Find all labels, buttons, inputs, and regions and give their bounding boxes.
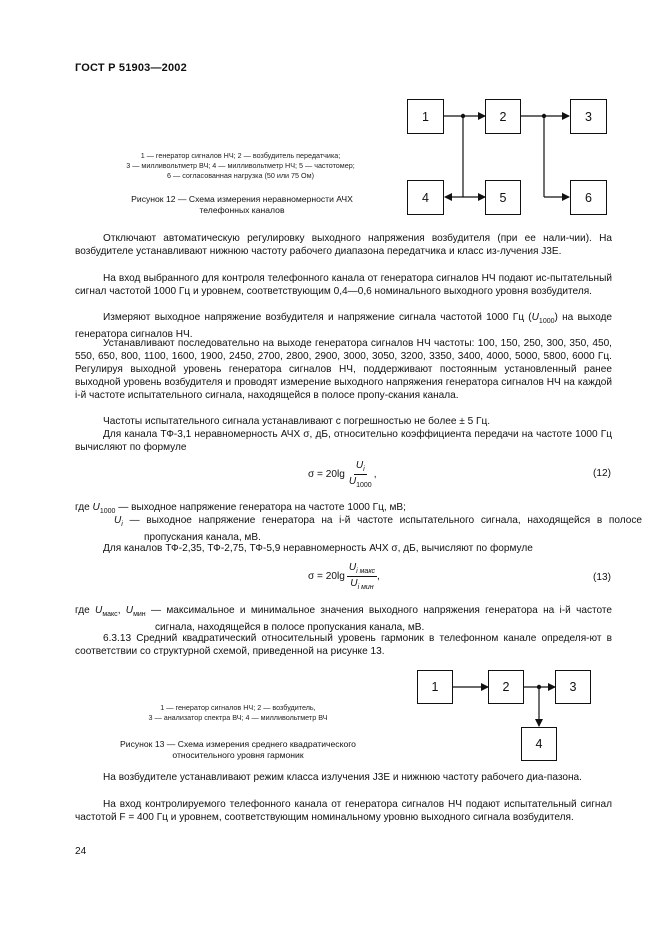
legend-line: 1 — генератор сигналов НЧ; 2 — возбудитель, bbox=[160, 703, 316, 712]
paragraph: На возбудителе устанавливают режим класса излучения J3E и нижнюю частоту рабочего диа-пазона. bbox=[103, 772, 582, 783]
fig13-block-2: 2 bbox=[488, 670, 524, 704]
fig13-block-3: 3 bbox=[555, 670, 591, 704]
fig13-block-4: 4 bbox=[521, 727, 557, 761]
legend-line: 6 — согласованная нагрузка (50 или 75 Ом) bbox=[167, 171, 314, 180]
paragraph: Отключают автоматическую регулировку выходного напряжения возбудителя (при ее нали-чии). На возбудителе устанавливают нижнюю частоту рабочего диапазона передатчика и класс из-лучения J3E. bbox=[75, 233, 612, 258]
definition-line: $U_i$ — выходное напряжение генератора на i-й частоте испытательного сигнала, находящейся в полосе пропускания канала, мВ. bbox=[114, 515, 642, 544]
page-number: 24 bbox=[75, 846, 87, 857]
caption-line: Рисунок 13 — Схема измерения среднего квадратического bbox=[120, 739, 356, 749]
equation-12: σ = 20lg $\frac{U_i}{U_{1000}}$ , bbox=[308, 460, 377, 490]
fig12-block-2: 2 bbox=[485, 99, 521, 134]
paragraph: Устанавливают последовательно на выходе генератора сигналов НЧ частоты: 100, 150, 250, 300, 350, 450, 550, 650, 800, 1100, 1600, 1900, 2450, 2700, 2800, 2900, 3000, 3050, 3200, 3350, 3400, 4000, 5000, 5800, 6000 Гц. Регулируя выходной уровень генератора сигналов НЧ, поддерживают постоянным установленный ранее выходной уровень возбудителя и проводят измерение выходного напряжения генератора сигналов НЧ на каждой i-й частоте испытательного сигнала, находящейся в полосе пропу-скания канала. bbox=[75, 338, 612, 402]
equation-13-number: (13) bbox=[593, 572, 611, 583]
paragraph: На вход выбранного для контроля телефонного канала от генератора сигналов НЧ подают ис-пытательный сигнал частотой 1000 Гц и уровнем, соответствующим 0,4—0,6 номинального выходного уровня возбудителя. bbox=[75, 273, 612, 298]
paragraph: Для каналов ТФ-2,35, ТФ-2,75, ТФ-5,9 неравномерность АЧХ σ, дБ, вычисляют по формуле bbox=[103, 543, 533, 554]
legend-line: 3 — анализатор спектра ВЧ; 4 — милливольтметр ВЧ bbox=[148, 713, 328, 722]
caption-line: Рисунок 12 — Схема измерения неравномерности АЧХ bbox=[131, 194, 353, 204]
paragraph: Для канала ТФ-3,1 неравномерность АЧХ σ, дБ, относительно коэффициента передачи на частоте 1000 Гц вычисляют по формуле bbox=[75, 429, 612, 454]
paragraph: 6.3.13 Средний квадратический относительный уровень гармоник в телефонном канале определя-ют в соответствии со структурной схемой, приведенной на рисунке 13. bbox=[75, 633, 612, 658]
fig13-block-1: 1 bbox=[417, 670, 453, 704]
fig12-block-1: 1 bbox=[407, 99, 444, 134]
definition-line: где $U_{1000}$ — выходное напряжение генератора на частоте 1000 Гц, мВ; bbox=[75, 502, 406, 516]
equation-13: σ = 20lg $\frac{U_{i макс}}{U_{i мин}}$ , bbox=[308, 562, 380, 592]
equation-12-number: (12) bbox=[593, 468, 611, 479]
fig12-block-5: 5 bbox=[485, 180, 521, 215]
document-code: ГОСТ Р 51903—2002 bbox=[75, 62, 187, 74]
caption-line: относительного уровня гармоник bbox=[172, 750, 304, 760]
figure-13-caption bbox=[88, 739, 388, 761]
definition-line: где $U_{макс}$, $U_{мин}$ — максимальное и минимальное значения выходного напряжения генератора на i-й частоте сигнала, находящейся в полосе пропускания канала, мВ. bbox=[75, 605, 613, 634]
legend-line: 3 — милливольтметр ВЧ; 4 — милливольтметр НЧ; 5 — частотомер; bbox=[126, 161, 355, 170]
caption-line: телефонных каналов bbox=[199, 205, 285, 215]
paragraph: На вход контролируемого телефонного канала от генератора сигналов НЧ подают испытательный сигнал частотой F = 400 Гц и уровнем, соответствующим номинальному уровню выходного сигнала возбудителя. bbox=[75, 799, 612, 824]
fig12-block-6: 6 bbox=[570, 180, 607, 215]
fig12-block-3: 3 bbox=[570, 99, 607, 134]
figure-13-legend bbox=[98, 703, 378, 723]
paragraph: Измеряют выходное напряжение возбудителя и напряжение сигнала частотой 1000 Гц $(U_{1000})$ на выходе генератора сигналов НЧ. bbox=[75, 312, 612, 341]
paragraph: Частоты испытательного сигнала устанавливают с погрешностью не более ± 5 Гц. bbox=[103, 416, 491, 427]
fig12-block-4: 4 bbox=[407, 180, 444, 215]
legend-line: 1 — генератор сигналов НЧ; 2 — возбудитель передатчика; bbox=[140, 151, 341, 160]
